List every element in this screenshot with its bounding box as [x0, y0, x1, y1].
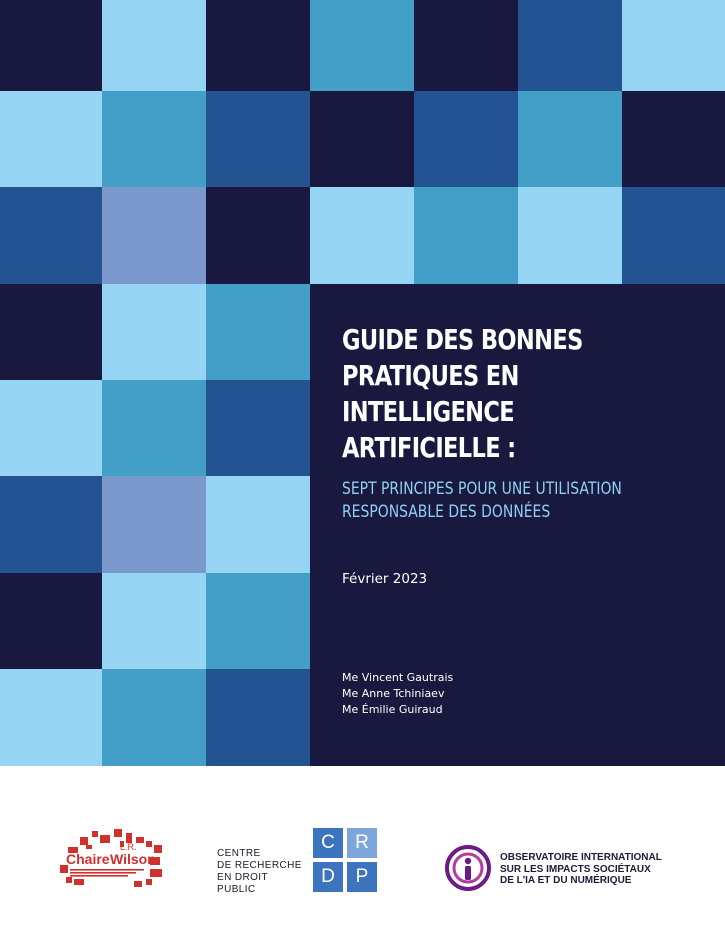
mosaic-tile: [518, 187, 622, 284]
chaire-wilson-logo: [60, 829, 165, 889]
crdp-wordmark: [217, 848, 302, 896]
title-block: [342, 322, 682, 524]
mosaic-tile: [310, 187, 414, 284]
mosaic-tile: [206, 573, 310, 669]
title-line: ARTIFICIELLE :: [342, 432, 516, 464]
mosaic-tile: [206, 669, 310, 766]
mosaic-tile: [102, 91, 206, 187]
mosaic-tile: [0, 573, 102, 669]
chaire-initials: L.R.: [120, 842, 137, 852]
mosaic-tile: [414, 0, 518, 91]
mosaic-tile: [414, 187, 518, 284]
mosaic-tile: [0, 669, 102, 766]
mosaic-tile: [622, 91, 725, 187]
chaire-fine-print: [70, 869, 144, 877]
crdp-letter-r: R: [347, 828, 377, 858]
author-name: Me Vincent Gautrais: [342, 671, 454, 684]
mosaic-tile: [622, 0, 725, 91]
crdp-letter-p: P: [347, 862, 377, 892]
title-line: PRATIQUES EN: [342, 360, 519, 392]
mosaic-tile: [102, 380, 206, 476]
mosaic-tile: [518, 0, 622, 91]
mosaic-tile: [206, 187, 310, 284]
mosaic-tile: [206, 284, 310, 380]
mosaic-tile: [206, 476, 310, 573]
mosaic-tile: [0, 476, 102, 573]
title-line: INTELLIGENCE: [342, 396, 515, 428]
crdp-line: PUBLIC: [217, 884, 256, 895]
chaire-line2: Wilson: [110, 851, 156, 867]
observatoire-line: DE L'IA ET DU NUMÉRIQUE: [500, 875, 632, 886]
chaire-line1: Chaire: [66, 851, 110, 867]
mosaic-tile: [414, 91, 518, 187]
crdp-letter-c: C: [313, 828, 343, 858]
document-title: [342, 322, 682, 466]
mosaic-tile: [206, 380, 310, 476]
mosaic-tile: [206, 91, 310, 187]
crdp-line: EN DROIT: [217, 872, 268, 883]
observatoire-wordmark: [500, 852, 662, 887]
publication-date: Février 2023: [342, 571, 428, 587]
mosaic-tile: [0, 0, 102, 91]
crdp-letter-d: D: [313, 862, 343, 892]
title-line: GUIDE DES BONNES: [342, 324, 583, 356]
mosaic-tile: [0, 284, 102, 380]
author-name: Me Émilie Guiraud: [342, 703, 443, 716]
subtitle-line: RESPONSABLE DES DONNÉES: [342, 502, 551, 522]
crdp-logo: [313, 828, 377, 892]
crdp-line: CENTRE: [217, 848, 261, 859]
mosaic-tile: [0, 91, 102, 187]
mosaic-tile: [310, 91, 414, 187]
mosaic-tile: [518, 91, 622, 187]
mosaic-tile: [0, 187, 102, 284]
mosaic-tile: [310, 0, 414, 91]
observatoire-line: OBSERVATOIRE INTERNATIONAL: [500, 852, 662, 863]
mosaic-tile: [102, 573, 206, 669]
document-subtitle: [342, 478, 682, 524]
mosaic-tile: [102, 669, 206, 766]
mosaic-tile: [0, 380, 102, 476]
mosaic-tile: [622, 187, 725, 284]
mosaic-tile: [102, 476, 206, 573]
partner-logos: [0, 766, 725, 936]
mosaic-tile: [206, 0, 310, 91]
mosaic-tile: [102, 284, 206, 380]
observatoire-logo-icon: [445, 845, 491, 891]
mosaic-tile: [102, 187, 206, 284]
observatoire-line: SUR LES IMPACTS SOCIÉTAUX: [500, 863, 651, 875]
author-name: Me Anne Tchiniaev: [342, 687, 445, 700]
author-list: [342, 670, 453, 718]
mosaic-tile: [102, 0, 206, 91]
crdp-line: DE RECHERCHE: [217, 860, 302, 871]
subtitle-line: SEPT PRINCIPES POUR UNE UTILISATION: [342, 479, 622, 499]
